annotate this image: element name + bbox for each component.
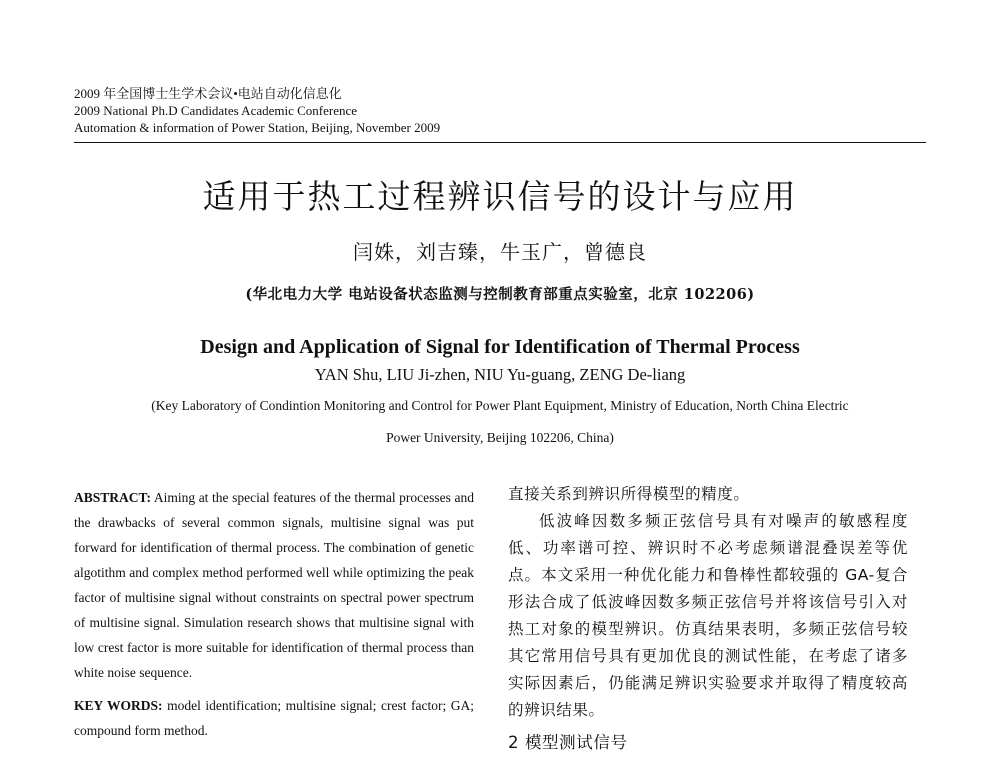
keywords-label: KEY WORDS: <box>74 698 163 713</box>
conference-location-line: Automation & information of Power Station, Beijing, November 2009 <box>74 120 441 135</box>
conference-line-cn: 2009 年全国博士生学术会议•电站自动化信息化 <box>74 86 342 101</box>
affiliation-en-line1: (Key Laboratory of Condintion Monitoring and Control for Power Plant Equipment, Ministry of Education, North China Electric <box>151 398 849 413</box>
authors-cn: 闫姝，刘吉臻，牛玉广，曾德良 <box>353 240 647 264</box>
abstract-column <box>74 485 474 743</box>
body-paragraph-2: 低波峰因数多频正弦信号具有对噪声的敏感程度低、功率谱可控、辨识时不必考虑频谱混叠误差等优点。本文采用一种优化能力和鲁棒性都较强的 GA-复合形法合成了低波峰因数多频正弦信号并将该信号引入对热工对象的模型辨识。仿真结果表明，多频正弦信号较其它常用信号具有更加优良的测试性能，在考虑了诸多实际因素后，仍能满足辨识实验要求并取得了精度较高的辨识结果。 <box>508 512 908 719</box>
abstract-text: Aiming at the special features of the thermal processes and the drawbacks of several common signals, multisine signal was put forward for identification of thermal process. The combination of genetic algotithm and complex method performed well while optimizing the peak factor of multisine signal without constraints on spectral power spectrum of multisine signal. Simulation research shows that multisine signal with low crest factor is more suitable for identification of thermal process than white noise sequence. <box>74 490 474 680</box>
paper-title-en: Design and Application of Signal for Identification of Thermal Process <box>200 336 800 358</box>
abstract-paragraph <box>74 485 474 685</box>
conference-line-en: 2009 National Ph.D Candidates Academic Conference <box>74 103 358 118</box>
abstract-label: ABSTRACT: <box>74 490 152 505</box>
conference-header <box>74 85 514 136</box>
affiliation-cn: (华北电力大学 电站设备状态监测与控制教育部重点实验室，北京 102206) <box>245 286 755 303</box>
section-heading: 2 模型测试信号 <box>508 733 628 752</box>
keywords-paragraph <box>74 693 474 743</box>
keywords-text: model identification; multisine signal; crest factor; GA; compound form method. <box>74 698 475 738</box>
authors-en: YAN Shu, LIU Ji-zhen, NIU Yu-guang, ZENG De-liang <box>314 365 686 384</box>
body-paragraph-1: 直接关系到辨识所得模型的精度。 <box>508 485 750 503</box>
paper-title-cn: 适用于热工过程辨识信号的设计与应用 <box>202 177 798 216</box>
affiliation-en-line2: Power University, Beijing 102206, China) <box>386 430 614 445</box>
body-column-right <box>508 481 908 756</box>
header-divider <box>74 142 926 143</box>
